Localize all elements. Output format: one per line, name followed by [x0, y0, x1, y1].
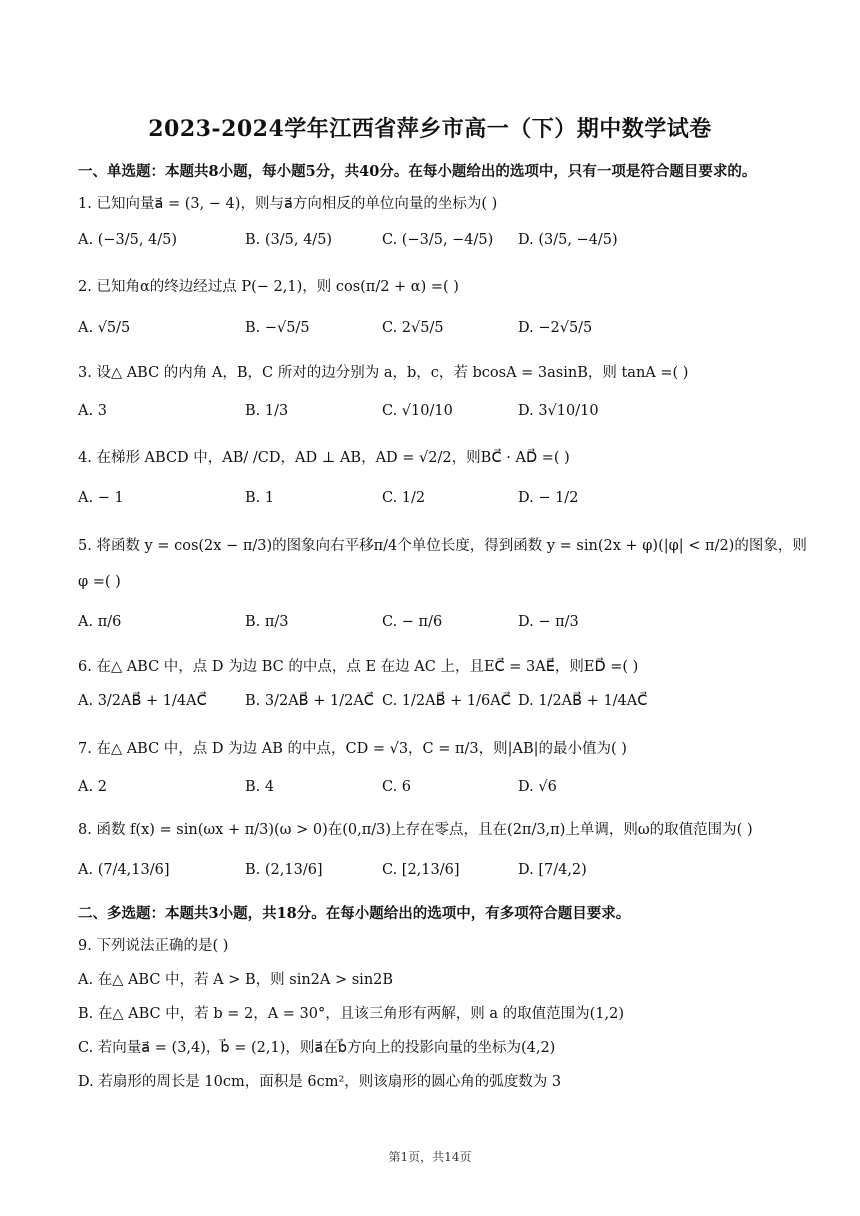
section-multiple-choice-heading: 二、多选题：本题共3小题，共18分。在每小题给出的选项中，有多项符合题目要求。: [78, 905, 631, 922]
question-5-stem: 5. 将函数 y = cos(2x − π/3)的图象向右平移π/4个单位长度，得到函数 y = sin(2x + φ)(|φ| < π/2)的图象，则: [78, 538, 807, 554]
question-1-option-a: A. (−3/5, 4/5): [78, 232, 178, 248]
question-4-option-a: A. − 1: [78, 490, 124, 506]
question-3-option-c: C. √10/10: [382, 403, 453, 419]
section-single-choice-heading: 一、单选题：本题共8小题，每小题5分，共40分。在每小题给出的选项中，只有一项是符合题目要求的。: [78, 163, 757, 180]
question-4-option-c: C. 1/2: [382, 490, 426, 506]
question-6-option-b: B. 3/2AB⃗ + 1/2AC⃗: [245, 693, 374, 709]
question-9-option-c: C. 若向量a⃗ = (3,4)，b⃗ = (2,1)，则a⃗在b⃗方向上的投影向量的坐标为(4,2): [78, 1040, 556, 1056]
exam-title: 2023-2024学年江西省萍乡市高一（下）期中数学试卷: [148, 116, 712, 142]
question-7-option-c: C. 6: [382, 779, 412, 795]
question-8-stem: 8. 函数 f(x) = sin(ωx + π/3)(ω > 0)在(0,π/3)上存在零点，且在(2π/3,π)上单调，则ω的取值范围为( ): [78, 822, 753, 838]
question-3-option-d: D. 3√10/10: [518, 403, 599, 419]
question-3-option-a: A. 3: [78, 403, 107, 419]
question-6-option-a: A. 3/2AB⃗ + 1/4AC⃗: [78, 693, 207, 709]
question-8-option-a: A. (7/4,13/6]: [78, 862, 170, 878]
question-6-option-c: C. 1/2AB⃗ + 1/6AC⃗: [382, 693, 511, 709]
question-9-option-d: D. 若扇形的周长是 10cm，面积是 6cm²，则该扇形的圆心角的弧度数为 3: [78, 1074, 562, 1090]
question-7-option-d: D. √6: [518, 779, 557, 795]
question-5-option-c: C. − π/6: [382, 614, 443, 630]
question-6-stem: 6. 在△ ABC 中，点 D 为边 BC 的中点，点 E 在边 AC 上，且EC⃗ = 3AE⃗，则ED⃗ =( ): [78, 659, 639, 675]
question-5-option-a: A. π/6: [78, 614, 122, 630]
question-2-option-b: B. −√5/5: [245, 320, 310, 336]
question-5-stem-continued: φ =( ): [78, 574, 121, 590]
question-9-option-b: B. 在△ ABC 中，若 b = 2，A = 30°，且该三角形有两解，则 a 的取值范围为(1,2): [78, 1006, 624, 1022]
question-5-option-b: B. π/3: [245, 614, 289, 630]
question-9-stem: 9. 下列说法正确的是( ): [78, 938, 229, 954]
question-8-option-b: B. (2,13/6]: [245, 862, 323, 878]
question-1-option-b: B. (3/5, 4/5): [245, 232, 333, 248]
question-7-option-b: B. 4: [245, 779, 275, 795]
question-7-option-a: A. 2: [78, 779, 107, 795]
question-2-option-c: C. 2√5/5: [382, 320, 444, 336]
question-8-option-c: C. [2,13/6]: [382, 862, 460, 878]
question-1-stem: 1. 已知向量a⃗ = (3, − 4)，则与a⃗方向相反的单位向量的坐标为( ): [78, 196, 498, 212]
question-8-option-d: D. [7/4,2): [518, 862, 587, 878]
question-1-option-c: C. (−3/5, −4/5): [382, 232, 494, 248]
question-5-option-d: D. − π/3: [518, 614, 579, 630]
question-1-option-d: D. (3/5, −4/5): [518, 232, 618, 248]
question-4-stem: 4. 在梯形 ABCD 中，AB/ /CD，AD ⊥ AB，AD = √2/2，则BC⃗ · AD⃗ =( ): [78, 450, 570, 466]
question-4-option-d: D. − 1/2: [518, 490, 579, 506]
question-3-option-b: B. 1/3: [245, 403, 289, 419]
question-2-option-a: A. √5/5: [78, 320, 131, 336]
question-9-option-a: A. 在△ ABC 中，若 A > B，则 sin2A > sin2B: [78, 972, 394, 988]
question-6-option-d: D. 1/2AB⃗ + 1/4AC⃗: [518, 693, 648, 709]
question-2-option-d: D. −2√5/5: [518, 320, 593, 336]
question-4-option-b: B. 1: [245, 490, 275, 506]
question-2-stem: 2. 已知角α的终边经过点 P(− 2,1)，则 cos(π/2 + α) =( ): [78, 279, 459, 295]
question-3-stem: 3. 设△ ABC 的内角 A，B，C 所对的边分别为 a，b，c，若 bcosA = 3asinB，则 tanA =( ): [78, 365, 689, 381]
page-footer: 第1页，共14页: [388, 1150, 472, 1164]
question-7-stem: 7. 在△ ABC 中，点 D 为边 AB 的中点，CD = √3，C = π/3，则|AB|的最小值为( ): [78, 741, 627, 757]
